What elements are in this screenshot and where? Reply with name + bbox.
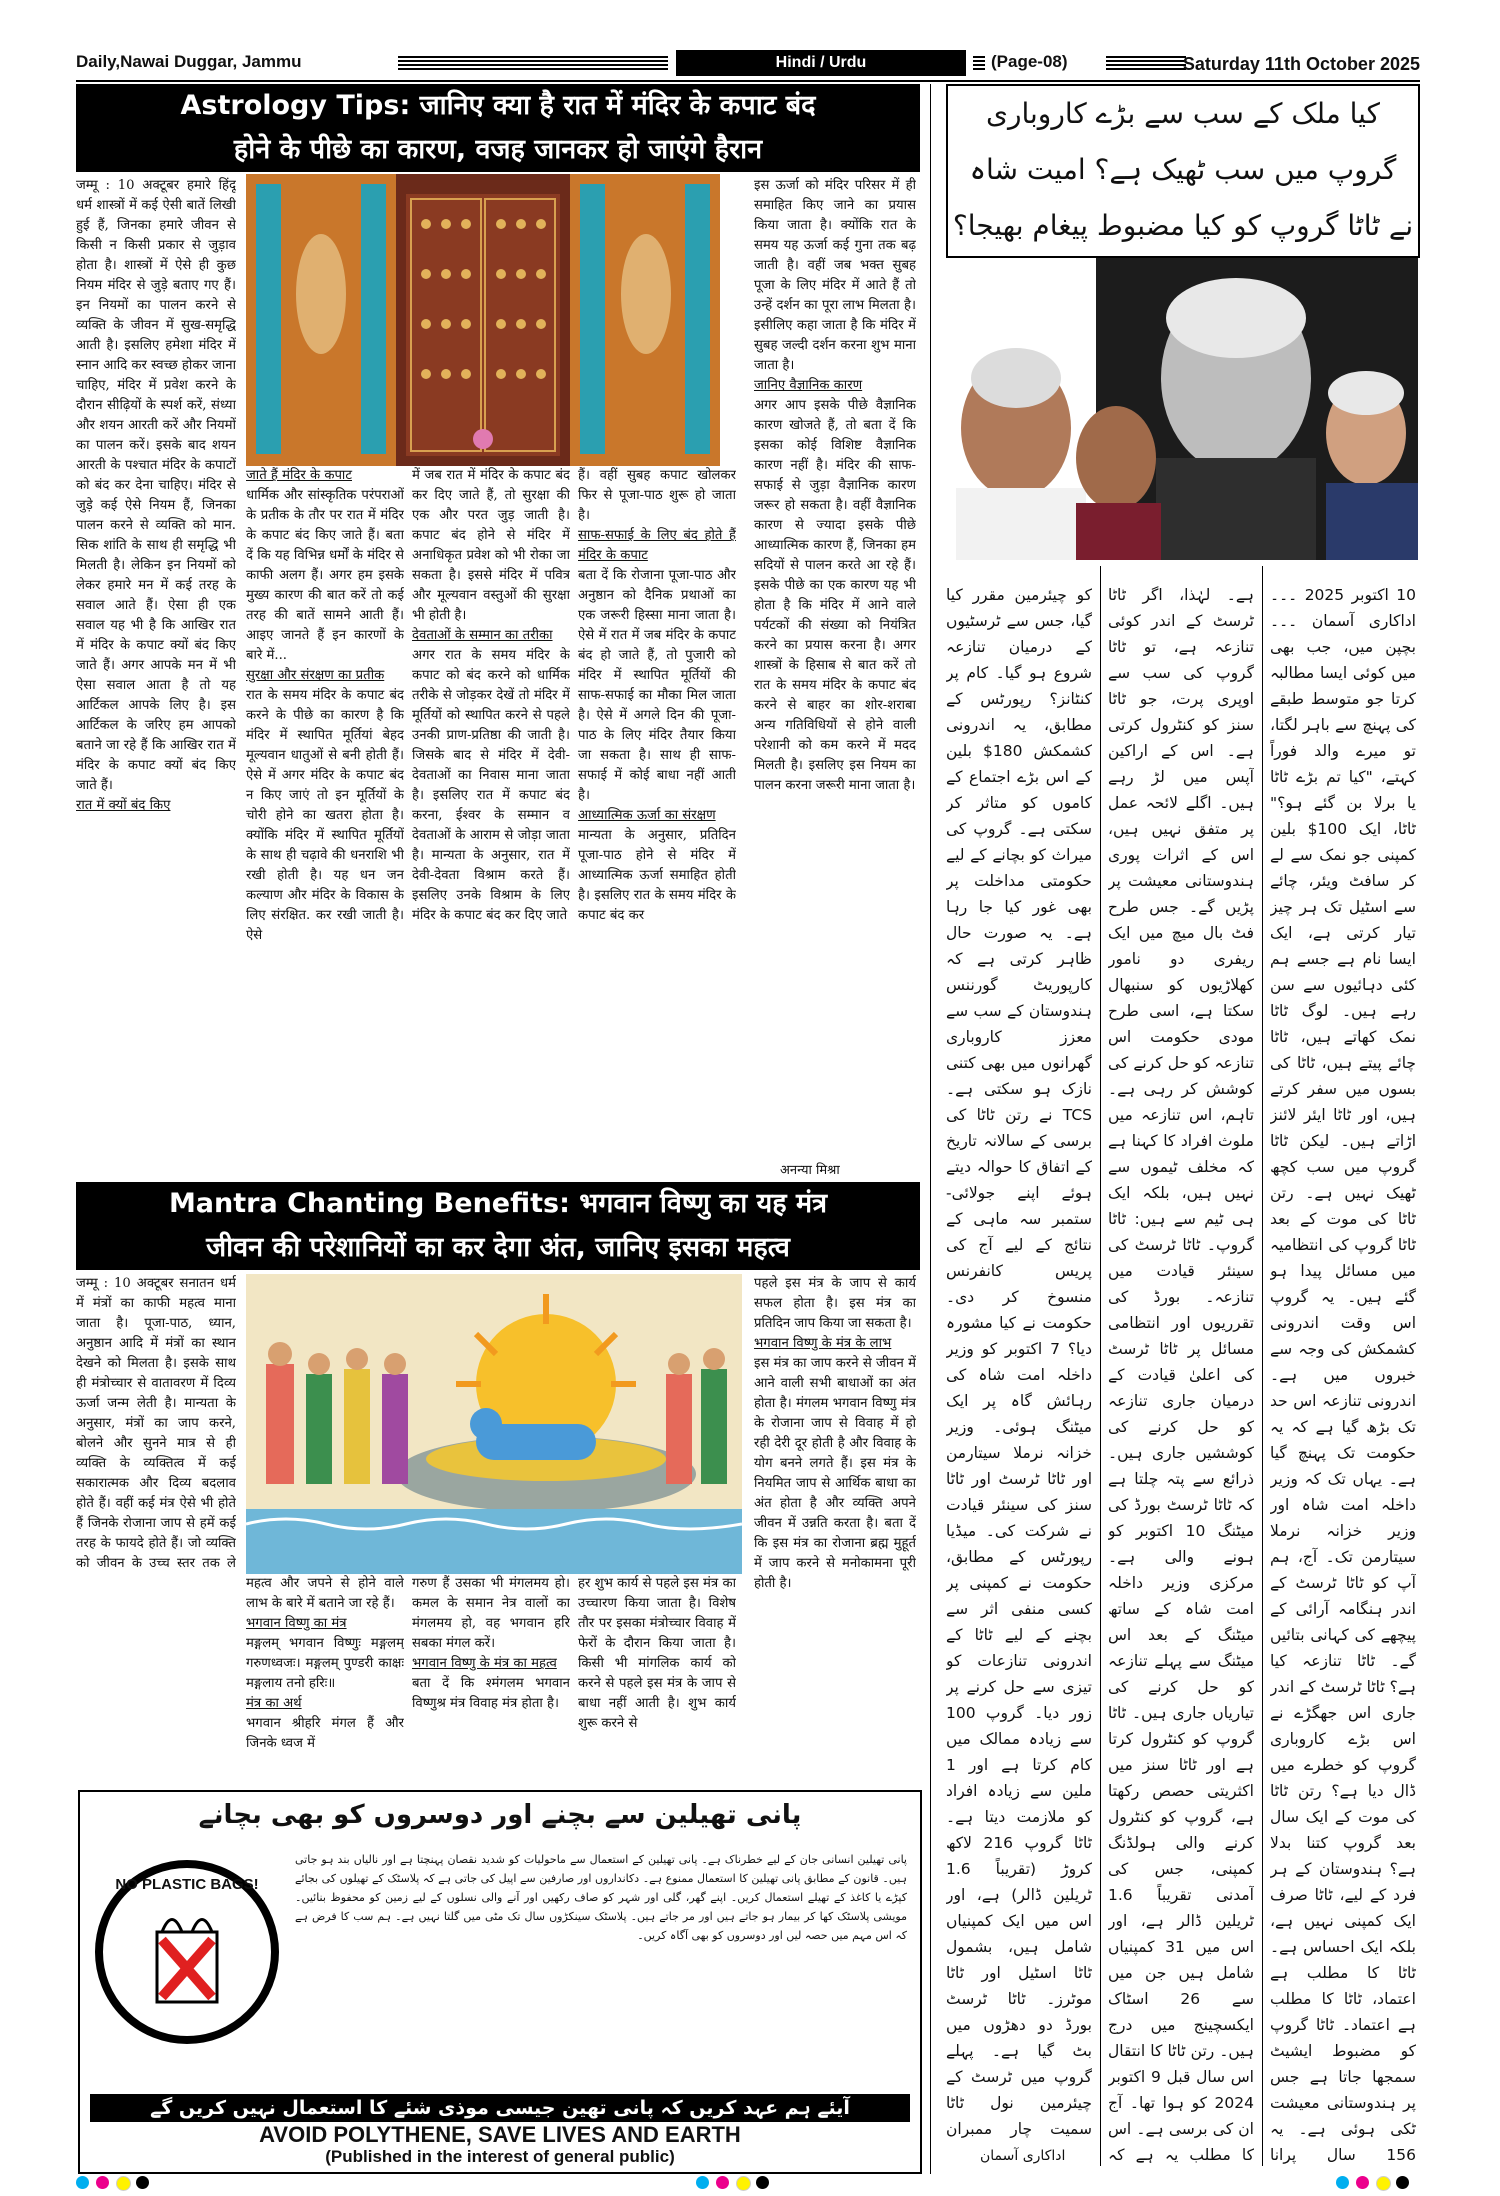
astro-body-2a: धार्मिक और सांस्कृतिक परंपराओं के प्रतीक के तौर पर रात में मंदिर के कपाट बंद किए जाते हैं। बता दें कि यह विभिन्न धर्मों के मंदिर से काफी अलग हैं। अगर हम इसके मुख्य कारण की बात करें तो कई तरह की बातें सामने आती हैं। आइए जानते हैं इन कारणों के बारे में... (246, 488, 404, 663)
astro-body-5b: अगर आप इसके पीछे वैज्ञानिक कारण खोजते हैं, तो बता दें कि इसका कोई विशिष्ट वैज्ञानिक कारण नहीं है। मंदिर की साफ-सफाई से जुड़ा वैज्ञानिक कारण जरूर हो सकता है। वहीं वैज्ञानिक कारण से ज्यादा इसके पीछे आध्यात्मिक कारण हैं, जिनका हम सदियों से पालन करते आ रहे हैं। इसके पीछे का एक कारण यह भी होता है कि मंदिर में आने वाले पर्यटकों की संख्या को नियंत्रित करने का प्रयास करना है। अगर शास्त्रों के हिसाब से बात करें तो रात के समय मंदिर के कपाट बंद करने से बाहर का शोर-शराबा अन्य गतिविधियों से होने वाली परेशानी को कम करने में मदद मिलती है। इसलिए इस नियम का पालन करना जरूरी माना जाता है। (754, 398, 916, 793)
vishnu-photo (246, 1274, 742, 1574)
registration-dot-cyan (1336, 2176, 1349, 2189)
ad-pledge-bar: آیئے ہم عہد کریں کہ پانی تھین جیسی موذی شئے کا استعمال نہیں کریں گے (90, 2094, 910, 2122)
mantra-body-3b: बता दें कि श्मंगलम भगवान विष्णुश्र मंत्र विवाह मंत्र होता है। (412, 1676, 570, 1711)
page-number: (Page-08) (991, 52, 1068, 71)
ad-english-slogan: AVOID POLYTHENE, SAVE LIVES AND EARTH (259, 2122, 741, 2147)
mantra-body-1: जम्मू : 10 अक्टूबर सनातन धर्म में मंत्रों का काफी महत्व माना जाता है। पूजा-पाठ, ध्यान, अनुष्ठान आदि में मंत्रों का स्थान देखने को मिलता है। इसके साथ ही मंत्रोच्चार से वातावरण में दिव्य ऊर्जा जन्म लेती है। मान्यता के अनुसार, मंत्रों का जाप करने, बोलने और सुनने मात्र से ही व्यक्ति के व्यक्तित्व में कई सकारात्मक और दिव्य बदलाव होते हैं। वहीं कई मंत्र ऐसे भी होते हैं जिनके रोजाना जाप से हमें कई तरह के फायदे होते हैं। जो व्यक्ति को जीवन के उच्च स्तर तक ले (76, 1276, 236, 1571)
issue-date: Saturday 11th October 2025 (1182, 54, 1420, 74)
astro-body-4b: बता दें कि रोजाना पूजा-पाठ और अनुष्ठान को दैनिक प्रथाओं का एक जरूरी हिस्सा माना जाता है। ऐसे में रात में जब मंदिर के कपाट बंद हो जाते हैं, तो पुजारी को मंदिर में स्थापित मूर्तियों की साफ-सफाई का मौका मिल जाता है। ऐसे में अगले दिन की पूजा-पाठ के लिए मंदिर तैयार किया जा सकता है। साथ ही साफ-सफाई में कोई बाधा नहीं आती है। (578, 568, 736, 803)
astro-column-2 (246, 466, 404, 1176)
tata-leaders-photo (946, 258, 1418, 560)
masthead-rule (1106, 56, 1186, 70)
astro-subhead-science: जानिए वैज्ञानिक कारण (754, 378, 863, 393)
mantra-subhead-importance: भगवान विष्णु के मंत्र का महत्व (412, 1656, 557, 1671)
registration-dot-magenta (716, 2176, 729, 2189)
astro-column-5 (754, 176, 916, 1156)
registration-dot-yellow (116, 2176, 131, 2191)
urdu-body-middle: ہے۔ لہٰذا، اگر ٹاٹا ٹرسٹ کے اندر کوئی تنازعہ ہے، تو ٹاٹا گروپ کی سب سے اوپری پرت، جو ٹاٹا سنز کو کنٹرول کرتی ہے۔ اس کے اراکین آپس میں لڑ رہے ہیں۔ اگلے لائحہ عمل پر متفق نہیں ہیں، اس کے اثرات پوری ہندوستانی معیشت پر پڑیں گے۔ جس طرح فٹ بال میچ میں ایک ریفری دو نامور کھلاڑیوں کو سنبھال سکتا ہے، اسی طرح مودی حکومت اس تنازعہ کو حل کرنے کی کوشش کر رہی ہے۔ تاہم، اس تنازعہ میں ملوث افراد کا کہنا ہے کہ مخلف ٹیموں سے نہیں ہیں، بلکہ ایک ہی ٹیم سے ہیں: ٹاٹا گروپ۔ ٹاٹا ٹرسٹ کی سینئر قیادت میں تنازعہ۔ بورڈ کی تقرریوں اور انتظامی مسائل پر ٹاٹا ٹرسٹ کی اعلیٰ قیادت کے درمیان جاری تنازعہ کو حل کرنے کی کوششیں جاری ہیں۔ ذرائع سے پتہ چلتا ہے کہ ٹاٹا ٹرسٹ بورڈ کی میٹنگ 10 اکتوبر کو ہونے والی ہے۔ مرکزی وزیر داخلہ امت شاہ کے ساتھ میٹنگ کے بعد اس میٹنگ سے پہلے تنازعہ کو حل کرنے کی تیاریاں جاری ہیں۔ ٹاٹا گروپ کو کنٹرول کرتا ہے اور ٹاٹا سنز میں اکثریتی حصص رکھتا ہے، گروپ کو کنٹرول کرنے والی ہولڈنگ کمپنی، جس کی آمدنی تقریباً 1.6 ٹریلین ڈالر ہے، اور اس میں 31 کمپنیاں شامل ہیں جن میں سے 26 اسٹاک ایکسچینج میں درج ہیں۔ رتن ٹاٹا کا انتقال اس سال قبل 9 اکتوبر 2024 کو ہوا تھا۔ آج ان کی برسی ہے۔ اس کا مطلب یہ ہے کہ (1108, 585, 1254, 2164)
mantra-headline-line1: Mantra Chanting Benefits: भगवान विष्णु का यह मंत्र (168, 1188, 828, 1219)
masthead (76, 52, 1420, 82)
polythene-ad (78, 1790, 922, 2174)
mantra-body-2c: भगवान श्रीहरि मंगल हैं और जिनके ध्वज में (246, 1716, 404, 1751)
astro-column-1 (76, 176, 236, 1176)
astro-body-4a: हैं। वहीं सुबह कपाट खोलकर फिर से पूजा-पाठ शुरू हो जाता है। (578, 468, 736, 523)
mantra-headline (76, 1182, 920, 1270)
astro-body-3b: अगर रात के समय मंदिर के कपाट को बंद करने को धार्मिक तरीके से जोड़कर देखें तो मंदिर में मूर्तियों को स्थापित करने से पहले उनकी प्राण-प्रतिष्ठा की जाती है। जिसके बाद से मंदिर में देवी-देवताओं का निवास माना जाता है। इसलिए रात में कपाट बंद करना, ईश्वर के सम्मान व देवताओं के आराम से जोड़ा जाता है। मान्यता के अनुसार, रात में देवी-देवता विश्राम करते हैं। इसलिए उनके विश्राम के लिए मंदिर के कपाट बंद कर दिए जाते (412, 648, 570, 923)
language-label: Hindi / Urdu (676, 50, 966, 76)
mantra-body-2a: महत्व और जपने से होने वाले लाभ के बारे में बताने जा रहे हैं। (246, 1576, 404, 1611)
urdu-column-left (946, 566, 1092, 2146)
mantra-body-5a: पहले इस मंत्र के जाप से कार्य सफल होता है। इस मंत्र का प्रतिदिन जाप किया जा सकता है। (754, 1276, 916, 1331)
astro-body-2b: रात के समय मंदिर के कपाट बंद करने के पीछे का कारण है कि मंदिर में स्थापित मूर्तियां बेहद मूल्यवान धातुओं से बनी होती हैं। ऐसे में अगर मंदिर के कपाट बंद न किए जाएं तो इन मूर्तियों के चोरी होने का खतरा होता है। क्योंकि मंदिर में स्थापित मूर्तियों के साथ ही चढ़ावे की धनराशि भी रखी होती है। यह धन जन कल्याण और मंदिर के विकास के लिए संरक्षित. कर रखी जाती है। ऐसे (246, 688, 404, 943)
astro-headline (76, 84, 920, 172)
registration-dot-magenta (96, 2176, 109, 2189)
astro-subhead-security: सुरक्षा और संरक्षण का प्रतीक (246, 668, 385, 683)
urdu-headline (946, 84, 1420, 258)
mantra-column-1 (76, 1274, 236, 1574)
urdu-column-middle (1108, 566, 1254, 2166)
registration-dot-magenta (1356, 2176, 1369, 2189)
ad-body: پانی تھیلین انسانی جان کے لیے خطرناک ہے۔ پانی تھیلین کے استعمال سے ماحولیات کو شدید نقصان پہنچتا ہے اور نالیاں بند ہو جاتی ہیں۔ قانون کے مطابق پانی تھیلین کا استعمال ممنوع ہے۔ دکانداروں اور صارفین سے اپیل کی جاتی ہے کہ پلاسٹک کے تھیلوں کی بجائے کپڑے یا کاغذ کے تھیلے استعمال کریں۔ اپنے گھر، گلی اور شہر کو صاف رکھیں اور آنے والی نسلوں کے لیے زمین کو محفوظ بنائیں۔ مویشی پلاسٹک کھا کر بیمار ہو جاتے ہیں اور مر جاتے ہیں۔ پلاسٹک سینکڑوں سال تک مٹی میں گلتا نہیں ہے۔ ہم سب کا فرض ہے کہ اس مہم میں حصہ لیں اور دوسروں کو بھی آگاہ کریں۔ (295, 1853, 907, 1942)
mantra-body-5b: इस मंत्र का जाप करने से जीवन में आने वाली सभी बाधाओं का अंत होता है। मंगलम भगवान विष्णु मंत्र के रोजाना जाप से विवाह में हो रही देरी दूर होती है और विवाह के योग बनने लगते हैं। इस मंत्र के नियमित जाप से आर्थिक बाधा का अंत होता है और व्यक्ति अपने जीवन में उन्नति करता है। बता दें कि इस मंत्र का रोजाना ब्रह्म मुहूर्त में जाप करने से मनोकामना पूरी होती है। (754, 1356, 916, 1591)
astro-subhead-respect: देवताओं के सम्मान का तरीका (412, 628, 553, 643)
astro-body-3a: में जब रात में मंदिर के कपाट बंद कर दिए जाते हैं, तो सुरक्षा की एक और परत जुड़ जाती है। कपाट बंद होने से मंदिर में अनाधिकृत प्रवेश को भी रोका जा सकता है। इससे मंदिर में पवित्र और मूल्यवान वस्तुओं की सुरक्षा भी होती है। (412, 468, 570, 623)
urdu-body-right: 10 اکتوبر 2025 ۔۔۔ اداکاری آسمان ۔۔۔ بچپن میں، جب بھی میں کوئی ایسا مطالبہ کرتا جو متوسط طبقے کی پہنچ سے باہر لگتا، تو میرے والد فوراً کہتے، "کیا تم بڑے ٹاٹا یا برلا بن گئے ہو؟" ٹاٹا، ایک 100$ بلین کمپنی جو نمک سے لے کر سافٹ ویئر، چائے سے اسٹیل تک ہر چیز تیار کرتی ہے، ایک ایسا نام ہے جسے ہم کئی دہائیوں سے سن رہے ہیں۔ لوگ ٹاٹا نمک کھاتے ہیں، ٹاٹا چائے پیتے ہیں، ٹاٹا کی بسوں میں سفر کرتے ہیں، اور ٹاٹا ایئر لائنز اڑاتے ہیں۔ لیکن ٹاٹا گروپ میں سب کچھ ٹھیک نہیں ہے۔ رتن ٹاٹا کی موت کے بعد ٹاٹا گروپ کی انتظامیہ میں مسائل پیدا ہو گئے ہیں۔ یہ گروپ اس وقت اندرونی کشمکش کی وجہ سے خبروں میں ہے۔ اندرونی تنازعہ اس حد تک بڑھ گیا ہے کہ یہ حکومت تک پہنچ گیا ہے۔ یہاں تک کہ وزیر داخلہ امت شاہ اور وزیر خزانہ نرملا سیتارمن تک۔ آج، ہم آپ کو ٹاٹا ٹرسٹ کے اندر ہنگامہ آرائی کے پیچھے کی کہانی بتائیں گے۔ ٹاٹا تنازعہ کیا ہے؟ ٹاٹا ٹرسٹ کے اندر جاری اس جھگڑے نے اس بڑے کاروباری گروپ کو خطرے میں ڈال دیا ہے؟ رتن ٹاٹا کی موت کے ایک سال بعد گروپ کتنا بدلا ہے؟ ہندوستان کے ہر فرد کے لیے، ٹاٹا صرف ایک کمپنی نہیں ہے، بلکہ ایک احساس ہے۔ ٹاٹا کا مطلب ہے اعتماد، ٹاٹا کا مطلب ہے اعتماد۔ ٹاٹا گروپ کو مضبوط ایشیٹ سمجھا جاتا ہے جس پر ہندوستانی معیشت ٹکی ہوئی ہے۔ یہ 156 سال پرانا (1270, 585, 1416, 2164)
astro-subhead-why: रात में क्यों बंद किए (76, 798, 171, 813)
registration-dot-yellow (1376, 2176, 1391, 2191)
ad-published-note: (Published in the interest of general public) (325, 2147, 675, 2166)
registration-dot-black (1396, 2176, 1409, 2189)
no-plastic-badge (92, 1852, 282, 2052)
astro-column-3 (412, 466, 570, 1176)
urdu-headline-line3: نے ٹاٹا گروپ کو کیا مضبوط پیغام بھیجا؟ (952, 209, 1414, 242)
mantra-body-3a: गरुण हैं उसका भी मंगलमय हो। कमल के समान नेत्र वालों का मंगलमय हो, वह भगवान हरि सबका मंगल करें। (412, 1576, 570, 1651)
astro-subhead-cleaning: साफ-सफाई के लिए बंद होते हैं मंदिर के कपाट (578, 528, 736, 563)
urdu-headline-line1: کیا ملک کے سب سے بڑے کاروباری (986, 97, 1380, 130)
mantra-subhead-meaning: मंत्र का अर्थ (246, 1696, 302, 1711)
astro-body-4c: मान्यता के अनुसार, प्रतिदिन पूजा-पाठ होने से मंदिर में आध्यात्मिक ऊर्जा समाहित होती है। इसलिए रात के समय मंदिर के कपाट बंद कर (578, 828, 736, 923)
mantra-subhead-benefits: भगवान विष्णु के मंत्र के लाभ (754, 1336, 892, 1351)
mantra-column-2 (246, 1574, 404, 1779)
astro-subhead-energy: आध्यात्मिक ऊर्जा का संरक्षण (578, 808, 716, 823)
masthead-rule (398, 56, 668, 70)
mantra-column-3 (412, 1574, 570, 1779)
registration-dot-cyan (76, 2176, 89, 2189)
urdu-divider (1100, 566, 1101, 2166)
astro-byline: अनन्या मिश्रा (780, 1163, 840, 1178)
urdu-headline-line2: گروپ میں سب ٹھیک ہے؟ امیت شاہ (969, 153, 1397, 186)
urdu-divider (1262, 566, 1263, 2166)
astro-headline-line2: होने के पीछे का कारण, वजह जानकर हो जाएंगे हैरान (233, 134, 763, 165)
urdu-body-left: کو چیئرمین مقرر کیا گیا، جس سے ٹرسٹیوں کے درمیان تنازعہ شروع ہو گیا۔ کام پر کنٹانز؟ رپورٹس کے مطابق، یہ اندرونی کشمکش 180$ بلین کے اس بڑے اجتماع کے کاموں کو متاثر کر سکتی ہے۔ گروپ کی میراث کو بچانے کے لیے حکومتی مداخلت پر بھی غور کیا جا رہا ہے۔ یہ صورت حال ظاہر کرتی ہے کہ کارپوریٹ گورننس ہندوستان کے سب سے معزز کاروباری گھرانوں میں بھی کتنی نازک ہو سکتی ہے۔ TCS نے رتن ٹاٹا کی برسی کے سالانہ تاریخ کے اتفاق کا حوالہ دیتے ہوئے اپنے جولائی-ستمبر سہ ماہی کے نتائج کے لیے آج کی پریس کانفرنس منسوخ کر دی۔ حکومت نے کیا مشورہ دیا؟ 7 اکتوبر کو وزیر داخلہ امت شاہ کی رہائش گاہ پر ایک میٹنگ ہوئی۔ وزیر خزانہ نرملا سیتارمن اور ٹاٹا ٹرسٹ اور ٹاٹا سنز کی سینئر قیادت نے شرکت کی۔ میڈیا رپورٹس کے مطابق، حکومت نے کمپنی پر کسی منفی اثر سے بچنے کے لیے ٹاٹا کے اندرونی تنازعات کو تیزی سے حل کرنے پر زور دیا۔ گروپ 100 سے زیادہ ممالک میں کام کرتا ہے اور 1 ملین سے زیادہ افراد کو ملازمت دیتا ہے۔ ٹاٹا گروپ 216 لاکھ کروڑ (تقریباً 1.6 ٹریلین ڈالر) ہے، اور اس میں ایک کمپنیاں شامل ہیں، بشمول ٹاٹا اسٹیل اور ٹاٹا موٹرز۔ ٹاٹا ٹرسٹ بورڈ دو دھڑوں میں بٹ گیا ہے۔ پہلے گروپ میں ٹرسٹ کے چیئرمین نول ٹاٹا سمیت چار ممبران (946, 585, 1092, 2138)
mantra-body-4: हर शुभ कार्य से पहले इस मंत्र का उच्चारण किया जाता है। विशेष तौर पर इसका मंत्रोच्चार विवाह में फेरों के दौरान किया जाता है। किसी भी मांगलिक कार्य को करने से पहले इस मंत्र के जाप से बाधा नहीं आती है। शुभ कार्य शुरू करने से (578, 1576, 736, 1731)
badge-text: NO PLASTIC BAGS! (115, 1876, 259, 1893)
top-rule (76, 80, 1420, 82)
astro-body-5a: इस ऊर्जा को मंदिर परिसर में ही समाहित किए जाने का प्रयास किया जाता है। क्योंकि रात के समय यह ऊर्जा कई गुना तक बढ़ जाती है। वहीं जब भक्त सुबह पूजा के लिए मंदिर में आते हैं तो उन्हें दर्शन का पूरा लाभ मिलता है। इसीलिए कहा जाता है कि मंदिर में सुबह जल्दी दर्शन करना शुभ माना जाता है। (754, 178, 916, 373)
registration-dot-cyan (696, 2176, 709, 2189)
urdu-byline: اداکاری آسمان (980, 2148, 1066, 2164)
registration-strip (76, 2176, 1420, 2192)
astro-body-1: जम्मू : 10 अक्टूबर हमारे हिंदू धर्म शास्त्रों में कई ऐसी बातें लिखी हुई हैं, जिनका हमारे जीवन से किसी न किसी प्रकार से जुड़ाव होता है। शास्त्रों में ऐसे ही कुछ नियम मंदिर से जुड़े बताए गए हैं। इन नियमों का पालन करने से व्यक्ति के जीवन में सुख-समृद्धि आती है। इसलिए हमेशा मंदिर में स्नान आदि कर स्वच्छ होकर जाना चाहिए, मंदिर में प्रवेश करने के दौरान सीढ़ियों के स्पर्श करें, संध्या और शयन आरती करें और नियमों का पालन करें। इसके बाद शयन आरती के पश्चात मंदिर के कपाटों को बंद कर देना चाहिए। मंदिर से जुड़े कई ऐसे नियम हैं, जिनका पालन करने से व्यक्ति को मान. सिक शांति के साथ ही समृद्धि भी मिलती है। लेकिन इन नियमों को लेकर हमारे मन में कई तरह के सवाल आते हैं। ऐसा ही एक सवाल यह भी है कि आखिर रात में मंदिर के कपाट क्यों बंद किए जाते हैं। अगर आपके मन में भी ऐसा सवाल आता है तो यह आर्टिकल आपके लिए है। इस आर्टिकल के जरिए हम आपको बताने जा रहे हैं कि आखिर रात में मंदिर के कपाट क्यों बंद किए जाते हैं। (76, 178, 236, 793)
paper-name: Daily,Nawai Duggar, Jammu (76, 52, 302, 71)
urdu-column-right (1270, 566, 1416, 2166)
mantra-verse: मङ्गलम् भगवान विष्णुः मङ्गलम् गरुणध्वजः। मङ्गलम् पुण्डरी काक्षः मङ्गलाय तनो हरिः॥ (246, 1636, 404, 1691)
mantra-headline-line2: जीवन की परेशानियों का कर देगा अंत, जानिए इसका महत्व (206, 1232, 790, 1263)
astro-subhead-doors: जाते हैं मंदिर के कपाट (246, 468, 352, 483)
astro-headline-line1: Astrology Tips: जानिए क्या है रात में मंदिर के कपाट बंद (180, 90, 816, 121)
masthead-rule (973, 56, 985, 70)
mantra-column-5 (754, 1274, 916, 1779)
registration-dot-black (136, 2176, 149, 2189)
registration-dot-yellow (736, 2176, 751, 2191)
temple-door-photo (246, 174, 720, 466)
column-divider (930, 84, 931, 2174)
mantra-column-4 (578, 1574, 736, 1779)
astro-column-4 (578, 466, 736, 1176)
ad-title: پانی تھیلین سے بچنے اور دوسروں کو بھی بچانے (198, 1800, 802, 1830)
registration-dot-black (756, 2176, 769, 2189)
mantra-subhead-mantra: भगवान विष्णु का मंत्र (246, 1616, 347, 1631)
